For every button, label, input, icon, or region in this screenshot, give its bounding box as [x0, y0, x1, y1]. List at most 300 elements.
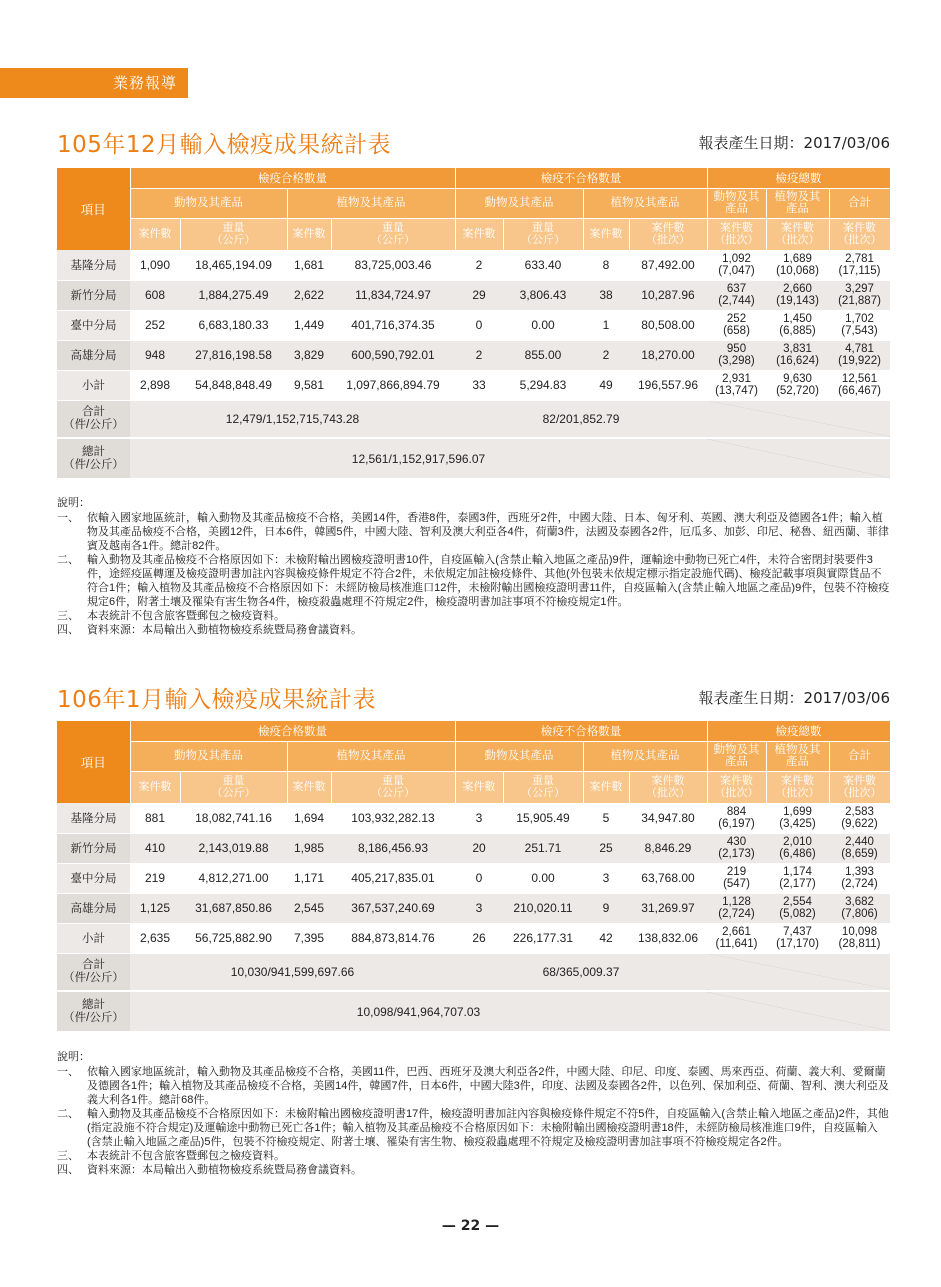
header-cases: 案件數 [287, 771, 331, 803]
total-animal-cases: 1,128 [722, 896, 751, 908]
total-sum-cases: 12,561 [841, 373, 878, 385]
label-line: （批次） [837, 787, 882, 800]
total-plant-cell [766, 863, 829, 893]
note-text: 依輸入國家地區統計，輸入動物及其產品檢疫不合格，美國11件，巴西、西班牙及澳大利亞各2件，中國大陸、印尼、印度、泰國、馬來西亞、荷蘭、義大利、愛爾蘭及德國各1件；輸入植物及其產品檢疫不合格，美國14件，韓國7件，日本6件，中國大陸3件，印度、法國及泰國各2件，以色列、保加利亞、荷蘭、智利、澳大利亞及義大利各1件。總計68件。 [87, 1066, 889, 1106]
total-sum-batches: (28,811) [838, 938, 881, 950]
pass-plant-cases: 9,581 [287, 370, 331, 400]
total-sum-cases: 10,098 [841, 926, 878, 938]
report-section [57, 681, 890, 1176]
total-animal-cell [707, 833, 766, 863]
total-sum-batches: (21,887) [838, 295, 881, 307]
label-line: （批次） [646, 234, 690, 247]
header-pass-animal: 動物及其產品 [130, 741, 287, 771]
table-row [57, 310, 890, 340]
total-animal-batches: (6,197) [718, 817, 755, 830]
grand-label [57, 991, 130, 1031]
pass-sum: 10,030/941,599,697.66 [130, 953, 455, 991]
total-sum-cell [829, 833, 890, 863]
table-row [57, 923, 890, 953]
fail-plant-weight: 196,557.96 [629, 370, 707, 400]
row-label: 小計 [57, 923, 130, 953]
total-plant-cell [766, 250, 829, 280]
header-fail-animal: 動物及其產品 [455, 188, 583, 218]
total-plant-cases: 1,699 [783, 805, 812, 818]
table-row [57, 340, 890, 370]
total-plant-batches: (16,624) [776, 355, 819, 367]
total-animal-batches: (7,047) [718, 264, 755, 277]
fail-animal-weight: 3,806.43 [503, 280, 583, 310]
fail-plant-weight: 63,768.00 [629, 863, 707, 893]
total-sum-cases: 2,781 [845, 252, 874, 265]
header-pass: 檢疫合格數量 [130, 721, 455, 741]
total-animal-batches: (2,173) [718, 848, 755, 860]
pass-animal-weight: 27,816,198.58 [180, 340, 287, 370]
header-cases: 案件數 [583, 771, 629, 803]
total-plant-cell [766, 340, 829, 370]
label-line: （批次） [775, 234, 820, 247]
row-label: 高雄分局 [57, 340, 130, 370]
fail-animal-cases: 29 [455, 280, 503, 310]
note-item [57, 553, 890, 609]
header-weight [180, 218, 287, 250]
total-sum-batches: (9,622) [841, 817, 878, 830]
total-sum-batches: (17,115) [838, 264, 881, 277]
total-plant-cases: 1,450 [783, 313, 812, 325]
fail-animal-weight: 15,905.49 [503, 803, 583, 833]
row-label: 基隆分局 [57, 803, 130, 833]
fail-plant-weight: 10,287.96 [629, 280, 707, 310]
header-fail-plant: 植物及其產品 [583, 741, 707, 771]
total-plant-cases: 1,174 [783, 866, 812, 878]
pass-plant-weight: 405,217,835.01 [331, 863, 455, 893]
label-line: 重量 [382, 222, 404, 235]
total-sum-cell [829, 280, 890, 310]
header-batches [707, 771, 766, 803]
label-line: 重量 [532, 222, 554, 235]
pass-animal-weight: 18,082,741.16 [180, 803, 287, 833]
report-section [57, 126, 890, 636]
total-animal-cases: 252 [726, 313, 747, 325]
pass-animal-weight: 6,683,180.33 [180, 310, 287, 340]
note-item [57, 1107, 890, 1149]
notes [57, 496, 890, 637]
note-number: 一、 [57, 1066, 79, 1078]
total-animal-cases: 2,931 [722, 373, 751, 385]
total-plant-batches: (10,068) [776, 264, 819, 277]
fail-animal-cases: 2 [455, 250, 503, 280]
note-number: 三、 [57, 1150, 79, 1162]
sum-row [57, 400, 890, 438]
note-text: 本表統計不包含旅客暨郵包之檢疫資料。 [87, 1150, 285, 1162]
total-plant-cell [766, 370, 829, 400]
total-sum-cases: 1,702 [845, 313, 874, 325]
note-text: 本表統計不包含旅客暨郵包之檢疫資料。 [87, 610, 285, 622]
total-animal-cases: 430 [726, 836, 747, 848]
pass-plant-cases: 1,694 [287, 803, 331, 833]
fail-plant-weight: 18,270.00 [629, 340, 707, 370]
total-animal-batches: (658) [723, 325, 750, 337]
total-plant-cases: 9,630 [783, 373, 812, 385]
total-plant-batches: (6,486) [779, 848, 816, 860]
header-pass-plant: 植物及其產品 [287, 741, 455, 771]
fail-animal-weight: 855.00 [503, 340, 583, 370]
pass-animal-cases: 1,090 [130, 250, 180, 280]
page-number: — 22 — [441, 1218, 500, 1234]
grand-label [57, 438, 130, 478]
table-row [57, 893, 890, 923]
fail-animal-weight: 5,294.83 [503, 370, 583, 400]
note-number: 四、 [57, 624, 79, 636]
header-pass-animal: 動物及其產品 [130, 188, 287, 218]
fail-animal-cases: 3 [455, 803, 503, 833]
total-animal-batches: (2,724) [718, 908, 755, 920]
fail-plant-weight: 31,269.97 [629, 893, 707, 923]
table-row [57, 803, 890, 833]
total-plant-cases: 2,554 [783, 896, 812, 908]
label-line: 重量 [382, 775, 404, 788]
pass-plant-cases: 1,681 [287, 250, 331, 280]
note-text: 資料來源：本局輸出入動植物檢疫系統暨局務會議資料。 [87, 624, 362, 636]
note-text: 依輸入國家地區統計，輸入動物及其產品檢疫不合格，美國14件，香港8件，泰國3件，西班牙2件，中國大陸、日本、匈牙利、英國、澳大利亞及德國各1件；輸入植物及其產品檢疫不合格，美國12件，日本6件，韓國5件，中國大陸、智利及澳大利亞各4件，荷蘭3件，法國及泰國各2件，厄瓜多、加彭、印尼、秘魯、紐西蘭、菲律賓及越南各1件。總計82件。 [87, 512, 889, 552]
fail-plant-cases: 42 [583, 923, 629, 953]
label-line: （批次） [714, 787, 759, 800]
diagonal-cell [707, 991, 890, 1031]
table-title: 106年1月輸入檢疫成果統計表 [57, 687, 377, 713]
fail-plant-cases: 49 [583, 370, 629, 400]
row-label: 小計 [57, 370, 130, 400]
pass-animal-weight: 1,884,275.49 [180, 280, 287, 310]
label-line: 重量 [532, 775, 554, 788]
table-row [57, 370, 890, 400]
header-total-plant: 植物及其產品 [766, 741, 829, 771]
fail-animal-weight: 0.00 [503, 310, 583, 340]
notes-heading: 說明： [57, 497, 90, 509]
header-fail-plant: 植物及其產品 [583, 188, 707, 218]
pass-plant-weight: 884,873,814.76 [331, 923, 455, 953]
pass-animal-cases: 608 [130, 280, 180, 310]
total-sum-cases: 2,583 [845, 805, 874, 818]
header-batches [829, 771, 890, 803]
pass-plant-cases: 3,829 [287, 340, 331, 370]
pass-animal-weight: 18,465,194.09 [180, 250, 287, 280]
fail-plant-cases: 9 [583, 893, 629, 923]
label-line: （批次） [837, 234, 882, 247]
label-line: 重量 [222, 222, 245, 235]
total-animal-cases: 637 [726, 283, 747, 295]
pass-plant-weight: 11,834,724.97 [331, 280, 455, 310]
label-line: （批次） [646, 787, 690, 800]
total-plant-batches: (19,143) [776, 295, 819, 307]
note-item [57, 1065, 890, 1107]
header-batches [629, 218, 707, 250]
total-sum-batches: (8,659) [841, 848, 878, 860]
total-sum-cell [829, 370, 890, 400]
fail-plant-weight: 138,832.06 [629, 923, 707, 953]
pass-plant-cases: 2,545 [287, 893, 331, 923]
total-animal-cell [707, 923, 766, 953]
note-item [57, 1163, 890, 1177]
header-total-sum: 合計 [829, 741, 890, 771]
total-animal-batches: (11,641) [715, 938, 758, 950]
total-sum-cases: 1,393 [845, 866, 874, 878]
total-sum-cell [829, 923, 890, 953]
fail-plant-cases: 5 [583, 803, 629, 833]
title-row [57, 681, 890, 711]
fail-animal-cases: 0 [455, 863, 503, 893]
header-total-animal: 動物及其產品 [707, 741, 766, 771]
total-animal-cell [707, 280, 766, 310]
fail-animal-weight: 251.71 [503, 833, 583, 863]
pass-plant-weight: 401,716,374.35 [331, 310, 455, 340]
total-sum-cell [829, 310, 890, 340]
pass-plant-cases: 2,622 [287, 280, 331, 310]
total-plant-batches: (6,885) [779, 325, 816, 337]
fail-animal-cases: 20 [455, 833, 503, 863]
pass-animal-cases: 881 [130, 803, 180, 833]
header-fail-animal: 動物及其產品 [455, 741, 583, 771]
label-line: （公斤） [521, 787, 565, 800]
total-animal-cases: 219 [726, 866, 747, 878]
row-label: 高雄分局 [57, 893, 130, 923]
sum-label [57, 953, 130, 991]
table-row [57, 280, 890, 310]
label-line: 案件數 [720, 775, 753, 788]
total-sum-cases: 2,440 [845, 836, 874, 848]
header-total: 檢疫總數 [707, 721, 890, 741]
total-sum-cases: 4,781 [845, 343, 874, 355]
statistics-table [57, 168, 891, 478]
fail-animal-weight: 0.00 [503, 863, 583, 893]
note-number: 二、 [57, 1108, 79, 1120]
header-batches [629, 771, 707, 803]
fail-sum: 68/365,009.37 [455, 953, 707, 991]
pass-plant-weight: 103,932,282.13 [331, 803, 455, 833]
note-text: 輸入動物及其產品檢疫不合格原因如下：未檢附輸出國檢疫證明書10件，自疫區輸入(含禁止輸入地區之產品)9件，運輸途中動物已死亡4件，未符合密閉封裝要件3件，途經疫區轉運及檢疫證明書加註內容與檢疫條件規定不符合2件，未依規定加註檢疫條件、其他(外包裝未依規定標示指定設施代碼)、檢疫記載事項與實際貨品不符合1件；輸入植物及其產品檢疫不合格原因如下：未經防檢局核准進口12件，未檢附輸出國檢疫證明書11件，自疫區輸入(含禁止輸入地區之產品)9件，包裝不符檢疫規定6件，附著土壤及罹染有害生物各4件，檢疫殺蟲處理不符規定2件，檢疫證明書加註事項不符檢疫規定1件。 [87, 554, 890, 608]
label-line: （公斤） [371, 234, 415, 247]
label-line: （批次） [714, 234, 759, 247]
total-animal-batches: (3,298) [718, 355, 755, 367]
fail-plant-cases: 8 [583, 250, 629, 280]
total-animal-cell [707, 370, 766, 400]
grand-total-row [57, 991, 890, 1031]
total-sum-cell [829, 893, 890, 923]
total-animal-cell [707, 340, 766, 370]
fail-plant-weight: 87,492.00 [629, 250, 707, 280]
pass-animal-cases: 410 [130, 833, 180, 863]
pass-sum: 12,479/1,152,715,743.28 [130, 400, 455, 438]
total-plant-cases: 7,437 [783, 926, 812, 938]
label-line: 合計 [82, 405, 105, 418]
row-label: 新竹分局 [57, 280, 130, 310]
label-line: 案件數 [781, 775, 814, 788]
label-line: （公斤） [211, 234, 256, 247]
header-weight [331, 771, 455, 803]
label-line: （公斤） [211, 787, 256, 800]
table-row [57, 833, 890, 863]
total-animal-cell [707, 893, 766, 923]
sum-row [57, 953, 890, 991]
fail-plant-weight: 80,508.00 [629, 310, 707, 340]
total-animal-cases: 2,661 [722, 926, 751, 938]
header-fail: 檢疫不合格數量 [455, 168, 707, 188]
total-animal-batches: (2,744) [718, 295, 755, 307]
total-sum-cell [829, 250, 890, 280]
pass-animal-cases: 948 [130, 340, 180, 370]
header-batches [829, 218, 890, 250]
section-banner: 業務報導 [0, 68, 188, 98]
total-animal-batches: (547) [723, 878, 750, 890]
label-line: 總計 [82, 445, 105, 458]
fail-plant-cases: 38 [583, 280, 629, 310]
total-sum-cell [829, 803, 890, 833]
note-number: 一、 [57, 512, 79, 524]
fail-animal-cases: 3 [455, 893, 503, 923]
fail-animal-cases: 26 [455, 923, 503, 953]
total-sum-cases: 3,682 [845, 896, 874, 908]
total-plant-cases: 3,831 [783, 343, 812, 355]
total-sum-batches: (19,922) [838, 355, 881, 367]
total-plant-batches: (5,082) [779, 908, 816, 920]
header-weight [503, 218, 583, 250]
fail-plant-cases: 3 [583, 863, 629, 893]
header-cases: 案件數 [455, 771, 503, 803]
row-label: 基隆分局 [57, 250, 130, 280]
label-line: （件/公斤） [63, 458, 124, 471]
total-plant-batches: (17,170) [776, 938, 819, 950]
note-item [57, 623, 890, 637]
label-line: （件/公斤） [63, 418, 124, 431]
total-plant-cell [766, 310, 829, 340]
total-sum-batches: (7,806) [841, 908, 878, 920]
total-plant-cases: 1,689 [783, 252, 812, 265]
fail-animal-weight: 633.40 [503, 250, 583, 280]
grand-total: 12,561/1,152,917,596.07 [130, 438, 707, 478]
pass-animal-cases: 2,898 [130, 370, 180, 400]
header-fail: 檢疫不合格數量 [455, 721, 707, 741]
fail-animal-cases: 33 [455, 370, 503, 400]
pass-animal-weight: 54,848,848.49 [180, 370, 287, 400]
pass-plant-weight: 367,537,240.69 [331, 893, 455, 923]
total-animal-cases: 950 [726, 343, 747, 355]
pass-animal-cases: 219 [130, 863, 180, 893]
label-line: （公斤） [521, 234, 565, 247]
header-batches [707, 218, 766, 250]
header-weight [331, 218, 455, 250]
label-line: 案件數 [843, 222, 877, 235]
total-plant-cell [766, 803, 829, 833]
header-cases: 案件數 [287, 218, 331, 250]
total-plant-cell [766, 923, 829, 953]
label-line: （件/公斤） [63, 971, 124, 984]
header-item: 項目 [57, 168, 130, 250]
total-plant-batches: (2,177) [779, 878, 816, 890]
pass-plant-cases: 1,171 [287, 863, 331, 893]
header-batches [766, 218, 829, 250]
total-animal-cases: 1,092 [722, 252, 751, 265]
header-cases: 案件數 [130, 218, 180, 250]
row-label: 新竹分局 [57, 833, 130, 863]
total-animal-cell [707, 863, 766, 893]
header-total-animal: 動物及其產品 [707, 188, 766, 218]
notes [57, 1050, 890, 1177]
label-line: 總計 [82, 998, 105, 1011]
pass-animal-weight: 2,143,019.88 [180, 833, 287, 863]
header-total-sum: 合計 [829, 188, 890, 218]
diagonal-cell [707, 953, 890, 991]
total-animal-cell [707, 803, 766, 833]
fail-plant-weight: 8,846.29 [629, 833, 707, 863]
fail-plant-cases: 2 [583, 340, 629, 370]
total-sum-batches: (7,543) [841, 325, 878, 337]
note-text: 資料來源：本局輸出入動植物檢疫系統暨局務會議資料。 [87, 1164, 362, 1176]
statistics-table [57, 721, 891, 1031]
total-plant-cell [766, 280, 829, 310]
note-number: 三、 [57, 610, 79, 622]
total-plant-batches: (3,425) [779, 817, 816, 830]
total-sum-batches: (66,467) [838, 385, 881, 397]
header-total: 檢疫總數 [707, 168, 890, 188]
total-plant-cell [766, 833, 829, 863]
note-number: 四、 [57, 1164, 79, 1176]
header-pass-plant: 植物及其產品 [287, 188, 455, 218]
label-line: 案件數 [651, 222, 685, 235]
label-line: 合計 [82, 958, 105, 971]
fail-animal-cases: 2 [455, 340, 503, 370]
pass-plant-cases: 1,449 [287, 310, 331, 340]
pass-animal-weight: 31,687,850.86 [180, 893, 287, 923]
total-sum-batches: (2,724) [841, 878, 878, 890]
table-title: 105年12月輸入檢疫成果統計表 [57, 132, 392, 158]
fail-animal-weight: 226,177.31 [503, 923, 583, 953]
table-row [57, 250, 890, 280]
fail-plant-cases: 1 [583, 310, 629, 340]
header-pass: 檢疫合格數量 [130, 168, 455, 188]
pass-plant-weight: 8,186,456.93 [331, 833, 455, 863]
header-batches [766, 771, 829, 803]
label-line: （件/公斤） [63, 1011, 124, 1024]
pass-plant-weight: 83,725,003.46 [331, 250, 455, 280]
pass-plant-cases: 1,985 [287, 833, 331, 863]
total-animal-cases: 884 [726, 805, 747, 818]
header-weight [180, 771, 287, 803]
total-animal-batches: (13,747) [715, 385, 758, 397]
table-row [57, 863, 890, 893]
note-text: 輸入動物及其產品檢疫不合格原因如下：未檢附輸出國檢疫證明書17件，檢疫證明書加註內容與檢疫條件規定不符5件，自疫區輸入(含禁止輸入地區之產品)2件，其他(指定設施不符合規定)及運輸途中動物已死亡各1件；輸入植物及其產品檢疫不合格原因如下：未檢附輸出國檢疫證明書18件，未經防檢局核准進口9件，自疫區輸入(含禁止輸入地區之產品)5件，包裝不符檢疫規定、附著土壤、罹染有害生物、檢疫殺蟲處理不符規定及檢疫證明書加註事項不符檢疫規定各2件。 [87, 1108, 889, 1148]
total-animal-cell [707, 250, 766, 280]
note-item [57, 609, 890, 623]
diagonal-cell [707, 400, 890, 438]
grand-total: 10,098/941,964,707.03 [130, 991, 707, 1031]
title-row [57, 126, 890, 156]
fail-animal-cases: 0 [455, 310, 503, 340]
label-line: 案件數 [843, 775, 877, 788]
total-plant-cell [766, 893, 829, 923]
row-label: 臺中分局 [57, 310, 130, 340]
sum-label [57, 400, 130, 438]
header-cases: 案件數 [455, 218, 503, 250]
report-date: 報表產生日期：2017/03/06 [698, 689, 890, 707]
label-line: 案件數 [651, 775, 685, 788]
label-line: 重量 [222, 775, 245, 788]
label-line: 案件數 [720, 222, 753, 235]
note-item [57, 511, 890, 553]
note-item [57, 1149, 890, 1163]
pass-animal-cases: 2,635 [130, 923, 180, 953]
total-sum-cases: 3,297 [845, 283, 874, 295]
total-plant-batches: (52,720) [776, 385, 819, 397]
pass-plant-weight: 1,097,866,894.79 [331, 370, 455, 400]
label-line: （批次） [775, 787, 820, 800]
